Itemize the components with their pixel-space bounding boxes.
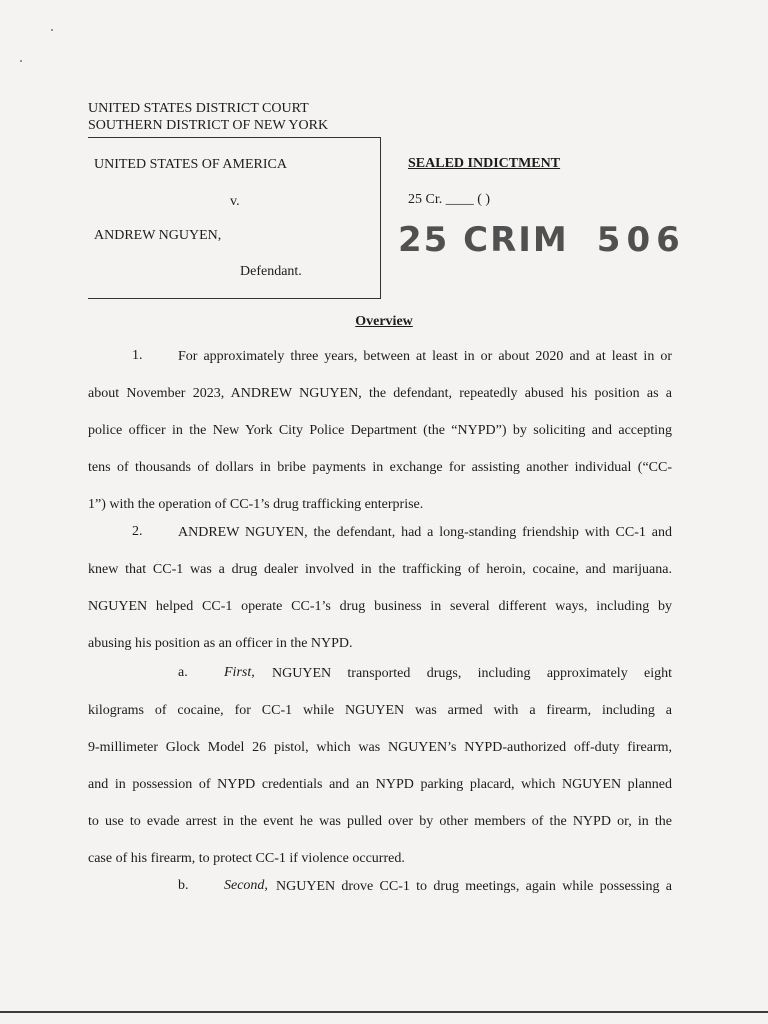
page-bottom-rule xyxy=(0,1011,768,1013)
item-line: case of his firearm, to protect CC-1 if violence occurred. xyxy=(88,851,405,866)
paragraph-line: about November 2023, ANDREW NGUYEN, the defendant, repeatedly abused his position as a xyxy=(88,386,672,401)
section-heading: Overview xyxy=(355,314,413,329)
item-letter: a. xyxy=(178,665,188,680)
item-lead-word: Second, xyxy=(224,878,268,893)
stamp-number: 506 xyxy=(596,220,686,260)
paragraph-line: For approximately three years, between at least in or about 2020 and at least in or xyxy=(178,349,672,364)
paragraph-number: 2. xyxy=(132,524,143,539)
stamp-prefix: 25 CRIM xyxy=(398,220,569,260)
item-line: and in possession of NYPD credentials and an NYPD parking placard, which NGUYEN planned xyxy=(88,777,672,792)
defendant-name: ANDREW NGUYEN, xyxy=(94,228,222,243)
item-line: NGUYEN drove CC-1 to drug meetings, again while possessing a xyxy=(276,879,672,894)
scan-speck xyxy=(20,60,22,62)
paragraph-line: police officer in the New York City Police Department (the “NYPD”) by soliciting and accepting xyxy=(88,423,672,438)
item-lead-word: First, xyxy=(224,665,255,680)
court-name: UNITED STATES DISTRICT COURT xyxy=(88,101,309,116)
paragraph-line: tens of thousands of dollars in bribe payments in exchange for assisting another individual (“CC- xyxy=(88,460,672,475)
paragraph-line: knew that CC-1 was a drug dealer involved in the trafficking of heroin, cocaine, and marijuana. xyxy=(88,562,672,577)
paragraph-line: NGUYEN helped CC-1 operate CC-1’s drug business in several different ways, including by xyxy=(88,599,672,614)
paragraph-line: abusing his position as an officer in the NYPD. xyxy=(88,636,353,651)
plaintiff-name: UNITED STATES OF AMERICA xyxy=(94,157,287,172)
defendant-role: Defendant. xyxy=(240,264,302,279)
indictment-title: SEALED INDICTMENT xyxy=(408,156,561,171)
versus-label: v. xyxy=(230,194,240,209)
scan-speck xyxy=(51,29,53,31)
item-line: to use to evade arrest in the event he was pulled over by other members of the NYPD or, in the xyxy=(88,814,672,829)
court-header xyxy=(88,100,328,134)
paragraph-line: ANDREW NGUYEN, the defendant, had a long-standing friendship with CC-1 and xyxy=(178,525,672,540)
item-line: NGUYEN transported drugs, including approximately eight xyxy=(272,666,672,681)
item-line: kilograms of cocaine, for CC-1 while NGUYEN was armed with a firearm, including a xyxy=(88,703,672,718)
paragraph-number: 1. xyxy=(132,348,143,363)
case-number-stamp xyxy=(398,220,698,264)
paragraph-line: 1”) with the operation of CC-1’s drug trafficking enterprise. xyxy=(88,497,424,512)
case-number: 25 Cr. ____ ( ) xyxy=(408,192,491,207)
court-district: SOUTHERN DISTRICT OF NEW YORK xyxy=(88,118,329,133)
item-letter: b. xyxy=(178,878,189,893)
case-caption-box xyxy=(88,137,381,299)
item-line: 9-millimeter Glock Model 26 pistol, which was NGUYEN’s NYPD-authorized off-duty firearm, xyxy=(88,740,672,755)
